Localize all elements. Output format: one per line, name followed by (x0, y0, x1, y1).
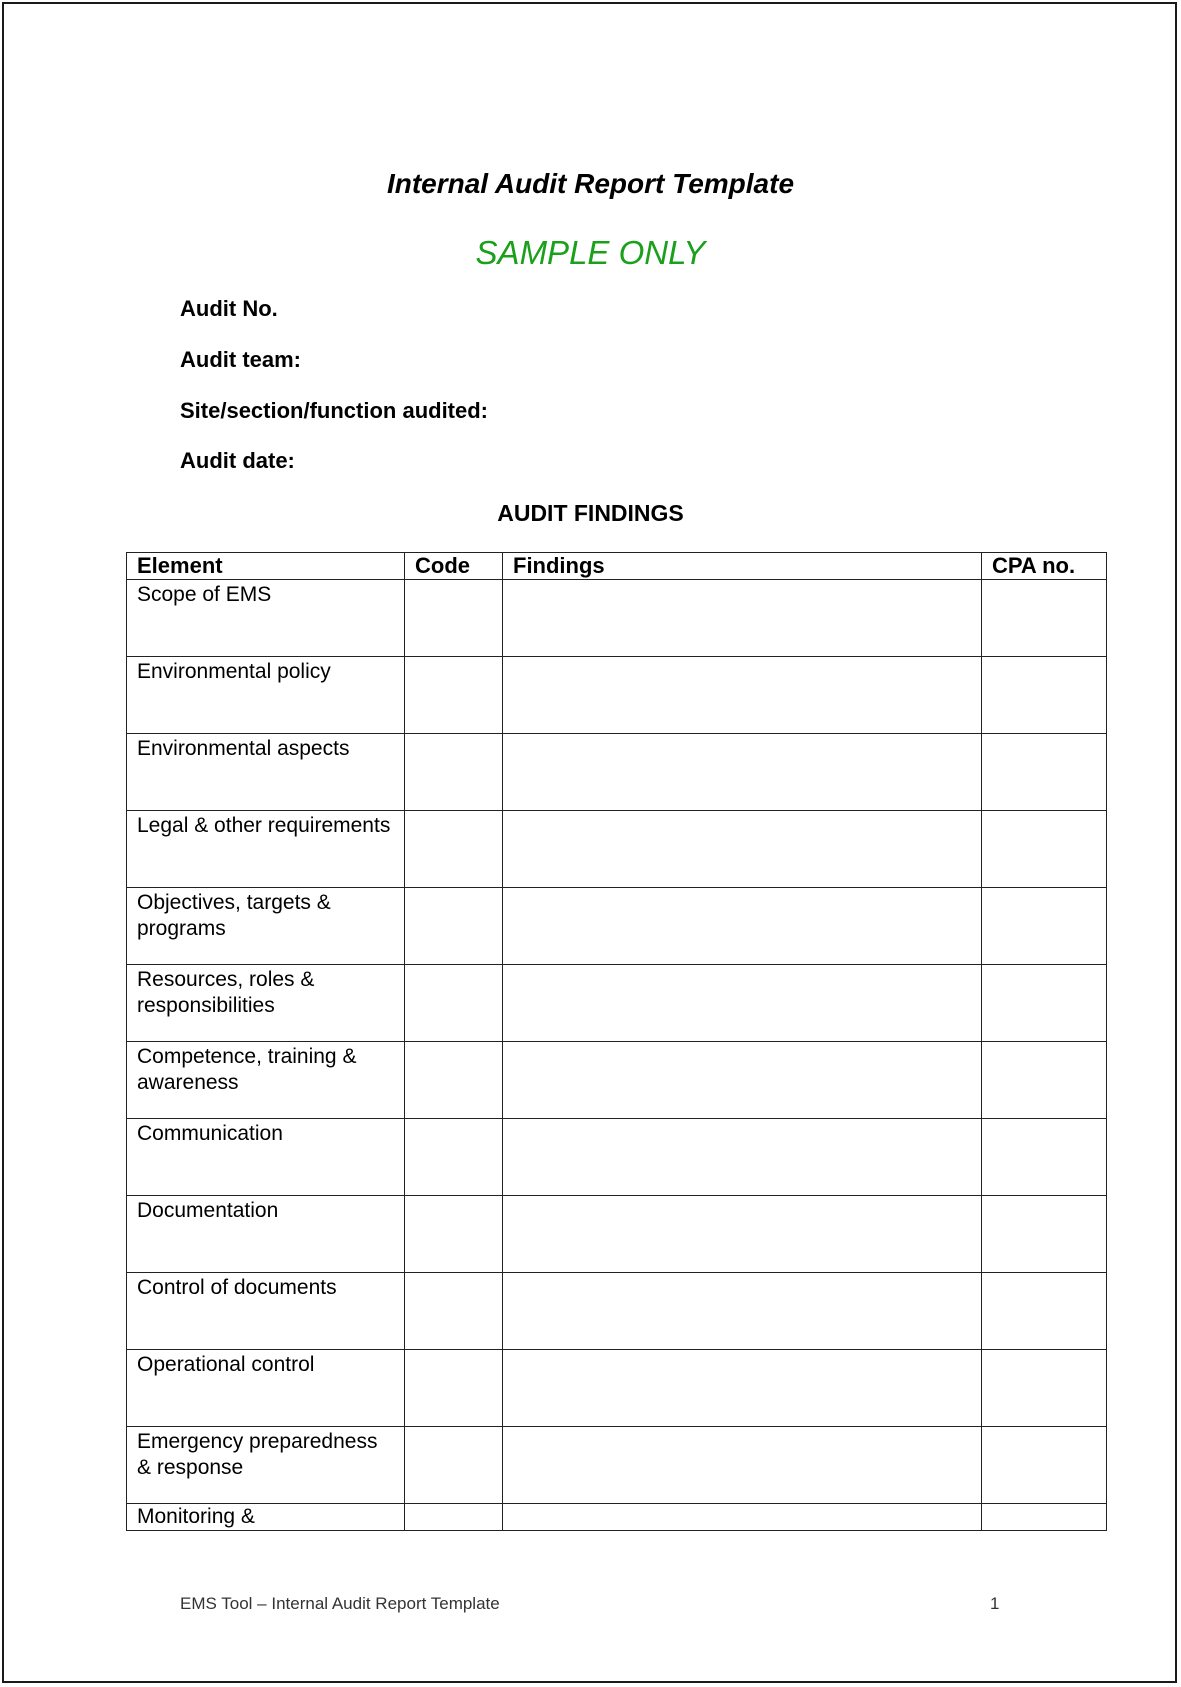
code-cell[interactable] (405, 888, 503, 965)
code-cell[interactable] (405, 1504, 503, 1531)
table-row (127, 888, 1107, 965)
site-section-function-label: Site/section/function audited: (180, 398, 489, 423)
cpa-no-cell[interactable] (982, 657, 1107, 734)
table-row (127, 1504, 1107, 1531)
element-cell: Environmental aspects (127, 734, 405, 811)
element-cell: Documentation (127, 1196, 405, 1273)
findings-cell[interactable] (503, 1350, 982, 1427)
code-cell[interactable] (405, 1196, 503, 1273)
table-row (127, 580, 1107, 657)
cpa-no-cell[interactable] (982, 1427, 1107, 1504)
header-element: Element (127, 553, 405, 580)
table-header-row (127, 553, 1107, 580)
findings-cell[interactable] (503, 965, 982, 1042)
element-cell: Objectives, targets & programs (127, 888, 405, 965)
header-cpa-no: CPA no. (982, 553, 1107, 580)
table-row (127, 1119, 1107, 1196)
findings-cell[interactable] (503, 734, 982, 811)
header-code: Code (405, 553, 503, 580)
audit-no-label: Audit No. (180, 296, 278, 321)
cpa-no-cell[interactable] (982, 580, 1107, 657)
cpa-no-cell[interactable] (982, 1273, 1107, 1350)
code-cell[interactable] (405, 1273, 503, 1350)
element-cell: Legal & other requirements (127, 811, 405, 888)
audit-findings-table (126, 552, 1107, 1531)
cpa-no-cell[interactable] (982, 1196, 1107, 1273)
code-cell[interactable] (405, 1427, 503, 1504)
element-cell: Control of documents (127, 1273, 405, 1350)
cpa-no-cell[interactable] (982, 1042, 1107, 1119)
cpa-no-cell[interactable] (982, 965, 1107, 1042)
code-cell[interactable] (405, 965, 503, 1042)
findings-cell[interactable] (503, 1196, 982, 1273)
code-cell[interactable] (405, 580, 503, 657)
element-cell: Monitoring & (127, 1504, 405, 1531)
audit-findings-heading: AUDIT FINDINGS (497, 500, 684, 526)
header-findings: Findings (503, 553, 982, 580)
table-row (127, 1042, 1107, 1119)
audit-team-label: Audit team: (180, 347, 301, 372)
code-cell[interactable] (405, 1119, 503, 1196)
findings-cell[interactable] (503, 1427, 982, 1504)
page-number: 1 (990, 1594, 1000, 1613)
table-row (127, 965, 1107, 1042)
code-cell[interactable] (405, 1042, 503, 1119)
table-row (127, 1350, 1107, 1427)
element-cell: Operational control (127, 1350, 405, 1427)
code-cell[interactable] (405, 1350, 503, 1427)
findings-cell[interactable] (503, 811, 982, 888)
findings-cell[interactable] (503, 888, 982, 965)
footer-text: EMS Tool – Internal Audit Report Template (180, 1594, 500, 1613)
element-cell: Competence, training & awareness (127, 1042, 405, 1119)
audit-date-label: Audit date: (180, 448, 295, 473)
code-cell[interactable] (405, 657, 503, 734)
table-row (127, 734, 1107, 811)
findings-cell[interactable] (503, 1504, 982, 1531)
table-row (127, 657, 1107, 734)
cpa-no-cell[interactable] (982, 1350, 1107, 1427)
findings-cell[interactable] (503, 657, 982, 734)
code-cell[interactable] (405, 734, 503, 811)
findings-cell[interactable] (503, 580, 982, 657)
document-title: Internal Audit Report Template (386, 168, 795, 199)
table-row (127, 1427, 1107, 1504)
sample-only-label: SAMPLE ONLY (475, 234, 706, 271)
element-cell: Communication (127, 1119, 405, 1196)
table-row (127, 1273, 1107, 1350)
findings-cell[interactable] (503, 1119, 982, 1196)
table-row (127, 1196, 1107, 1273)
cpa-no-cell[interactable] (982, 1119, 1107, 1196)
code-cell[interactable] (405, 811, 503, 888)
element-cell: Environmental policy (127, 657, 405, 734)
table-row (127, 811, 1107, 888)
element-cell: Emergency preparedness & response (127, 1427, 405, 1504)
findings-cell[interactable] (503, 1042, 982, 1119)
element-cell: Resources, roles & responsibilities (127, 965, 405, 1042)
element-cell: Scope of EMS (127, 580, 405, 657)
cpa-no-cell[interactable] (982, 888, 1107, 965)
cpa-no-cell[interactable] (982, 734, 1107, 811)
cpa-no-cell[interactable] (982, 1504, 1107, 1531)
findings-cell[interactable] (503, 1273, 982, 1350)
cpa-no-cell[interactable] (982, 811, 1107, 888)
